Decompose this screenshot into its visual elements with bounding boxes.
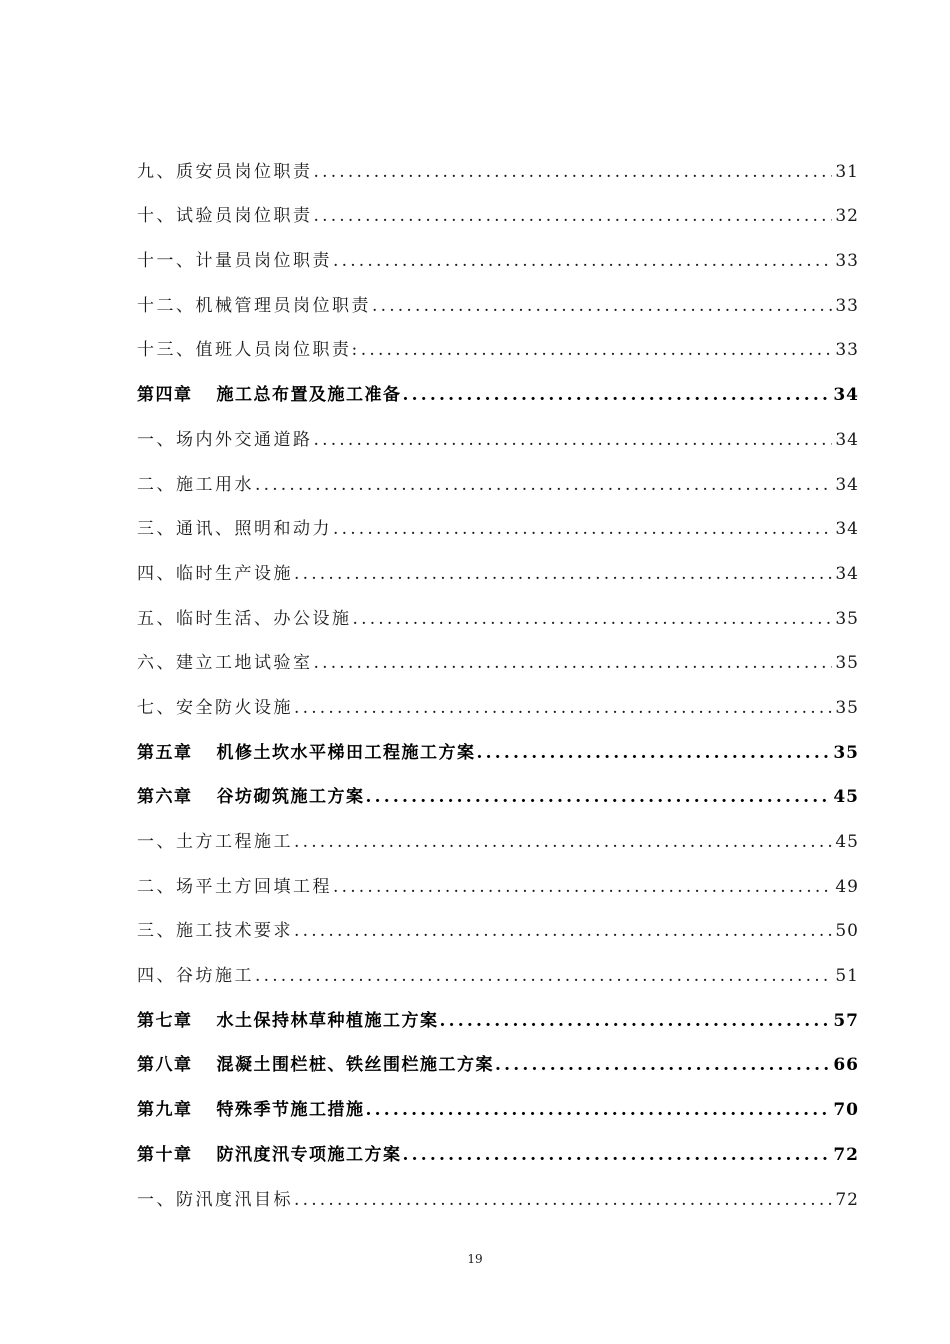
toc-entry-text: 三、施工技术要求 <box>137 921 293 942</box>
toc-dot-leader <box>440 1013 831 1030</box>
toc-page-number: 34 <box>835 563 859 584</box>
toc-dot-leader <box>361 342 833 359</box>
toc-page-number: 72 <box>835 1189 859 1210</box>
toc-page-number: 57 <box>833 1010 859 1031</box>
toc-chapter-entry[interactable] <box>137 1080 859 1125</box>
toc-entry-text: 一、土方工程施工 <box>137 832 293 852</box>
toc-entry-text: 十一、计量员岗位职责 <box>137 251 332 272</box>
toc-page-number: 31 <box>835 161 859 182</box>
toc-section-entry[interactable] <box>137 589 859 634</box>
toc-entry-title <box>137 876 332 897</box>
toc-page-number: 34 <box>835 429 859 450</box>
toc-chapter-entry[interactable] <box>137 1036 859 1081</box>
toc-entry-title <box>137 789 365 806</box>
toc-section-entry[interactable] <box>137 678 859 723</box>
toc-entry-text: 二、场平土方回填工程 <box>137 876 332 897</box>
toc-entry-title <box>137 521 332 538</box>
toc-section-entry[interactable] <box>137 231 859 276</box>
toc-entry-title <box>137 968 254 985</box>
toc-section-entry[interactable] <box>137 142 859 187</box>
toc-section-entry[interactable] <box>137 455 859 500</box>
toc-section-entry[interactable] <box>137 812 859 857</box>
toc-section-entry[interactable] <box>137 187 859 232</box>
toc-section-entry[interactable] <box>137 634 859 679</box>
toc-entry-title <box>137 697 293 718</box>
toc-entry-title <box>137 1057 494 1074</box>
toc-chapter-number: 第四章 <box>137 385 193 406</box>
toc-section-entry[interactable] <box>137 321 859 366</box>
toc-entry-text: 十三、值班人员岗位职责: <box>137 340 360 361</box>
toc-chapter-number: 第七章 <box>137 1010 193 1031</box>
toc-dot-leader <box>353 611 833 628</box>
toc-dot-leader <box>366 789 831 806</box>
toc-dot-leader <box>333 253 832 270</box>
toc-entry-title <box>137 1010 439 1031</box>
toc-dot-leader <box>333 879 832 896</box>
toc-section-entry[interactable] <box>137 902 859 947</box>
toc-dot-leader <box>255 477 832 494</box>
toc-page-number: 49 <box>835 876 859 897</box>
toc-entry-text: 施工总布置及施工准备 <box>216 385 402 406</box>
toc-page-number: 33 <box>835 340 859 361</box>
toc-page-number: 34 <box>835 519 859 540</box>
toc-page-number: 45 <box>833 787 859 808</box>
toc-page-number: 35 <box>833 742 859 763</box>
toc-entry-text: 三、通讯、照明和动力 <box>137 519 332 540</box>
toc-page-number: 34 <box>833 385 859 406</box>
toc-section-entry[interactable] <box>137 276 859 321</box>
toc-page-number: 35 <box>835 608 859 629</box>
toc-chapter-number: 第八章 <box>137 1055 193 1076</box>
toc-chapter-entry[interactable] <box>137 723 859 768</box>
toc-entry-title <box>137 208 313 225</box>
toc-page-number: 35 <box>835 653 859 674</box>
toc-entry-text: 二、施工用水 <box>137 474 254 495</box>
toc-section-entry[interactable] <box>137 1170 859 1215</box>
toc-chapter-entry[interactable] <box>137 991 859 1036</box>
toc-entry-text: 混凝土围栏桩、铁丝围栏施工方案 <box>216 1055 494 1076</box>
toc-page-number: 34 <box>835 474 859 495</box>
toc-entry-text: 九、质安员岗位职责 <box>137 161 313 182</box>
toc-entry-title <box>137 608 352 629</box>
toc-chapter-number: 第五章 <box>137 742 193 763</box>
toc-page-number: 32 <box>835 206 859 227</box>
toc-entry-title <box>137 387 402 404</box>
toc-page-number: 45 <box>835 832 859 852</box>
toc-entry-title <box>137 1144 402 1165</box>
toc-page-number: 70 <box>833 1100 859 1121</box>
toc-entry-title <box>137 474 254 495</box>
toc-section-entry[interactable] <box>137 410 859 455</box>
toc-chapter-number: 第十章 <box>137 1144 193 1165</box>
toc-chapter-number: 第九章 <box>137 1100 193 1121</box>
toc-entry-text: 防汛度汛专项施工方案 <box>216 1144 402 1165</box>
toc-dot-leader <box>255 968 832 985</box>
toc-dot-leader <box>403 387 831 404</box>
toc-page-number: 50 <box>835 921 859 942</box>
toc-page-number: 33 <box>835 295 859 316</box>
toc-entry-title <box>137 342 360 359</box>
toc-entry-title <box>137 834 293 851</box>
toc-entry-title <box>137 1189 293 1210</box>
toc-chapter-entry[interactable] <box>137 768 859 813</box>
toc-dot-leader <box>477 745 831 762</box>
toc-entry-text: 十、试验员岗位职责 <box>137 206 313 227</box>
toc-entry-title <box>137 429 313 450</box>
toc-entry-text: 四、谷坊施工 <box>137 966 254 987</box>
toc-entry-text: 谷坊砌筑施工方案 <box>216 787 365 808</box>
toc-dot-leader <box>314 655 833 672</box>
toc-entry-title <box>137 1102 365 1119</box>
toc-chapter-number: 第六章 <box>137 787 193 808</box>
toc-entry-title <box>137 742 476 763</box>
toc-entry-text: 五、临时生活、办公设施 <box>137 608 352 629</box>
toc-dot-leader <box>333 521 832 538</box>
toc-entry-text: 水土保持林草种植施工方案 <box>216 1010 439 1031</box>
toc-entry-title <box>137 563 293 584</box>
toc-section-entry[interactable] <box>137 500 859 545</box>
toc-dot-leader <box>294 700 832 717</box>
toc-entry-title <box>137 655 313 672</box>
toc-section-entry[interactable] <box>137 544 859 589</box>
toc-chapter-entry[interactable] <box>137 365 859 410</box>
toc-entry-text: 七、安全防火设施 <box>137 697 293 718</box>
toc-page-number: 66 <box>833 1055 859 1076</box>
toc-entry-text: 十二、机械管理员岗位职责 <box>137 295 371 316</box>
toc-section-entry[interactable] <box>137 946 859 991</box>
toc-chapter-entry[interactable] <box>137 1125 859 1170</box>
toc-dot-leader <box>294 923 832 940</box>
toc-dot-leader <box>372 298 832 315</box>
toc-entry-title <box>137 161 313 182</box>
toc-entry-text: 一、防汛度汛目标 <box>137 1189 293 1210</box>
toc-dot-leader <box>294 1192 832 1209</box>
page-number: 19 <box>467 1252 483 1266</box>
toc-dot-leader <box>403 1147 831 1164</box>
toc-dot-leader <box>314 208 833 225</box>
toc-entry-text: 一、场内外交通道路 <box>137 429 313 450</box>
toc-dot-leader <box>495 1057 830 1074</box>
toc-entry-title <box>137 923 293 940</box>
toc-dot-leader <box>314 164 833 181</box>
toc-dot-leader <box>366 1102 831 1119</box>
toc-page-number: 51 <box>835 966 859 987</box>
toc-entry-title <box>137 253 332 270</box>
toc-dot-leader <box>294 566 832 583</box>
toc-entry-text: 特殊季节施工措施 <box>216 1100 365 1121</box>
toc-page-number: 72 <box>833 1144 859 1165</box>
toc-page-number: 35 <box>835 697 859 718</box>
toc-entry-title <box>137 295 371 316</box>
table-of-contents <box>137 142 859 1215</box>
toc-section-entry[interactable] <box>137 857 859 902</box>
toc-page-number: 33 <box>835 251 859 272</box>
toc-entry-text: 四、临时生产设施 <box>137 563 293 584</box>
toc-dot-leader <box>314 432 833 449</box>
toc-entry-text: 机修土坎水平梯田工程施工方案 <box>216 742 476 763</box>
toc-dot-leader <box>294 834 832 851</box>
toc-entry-text: 六、建立工地试验室 <box>137 653 313 674</box>
